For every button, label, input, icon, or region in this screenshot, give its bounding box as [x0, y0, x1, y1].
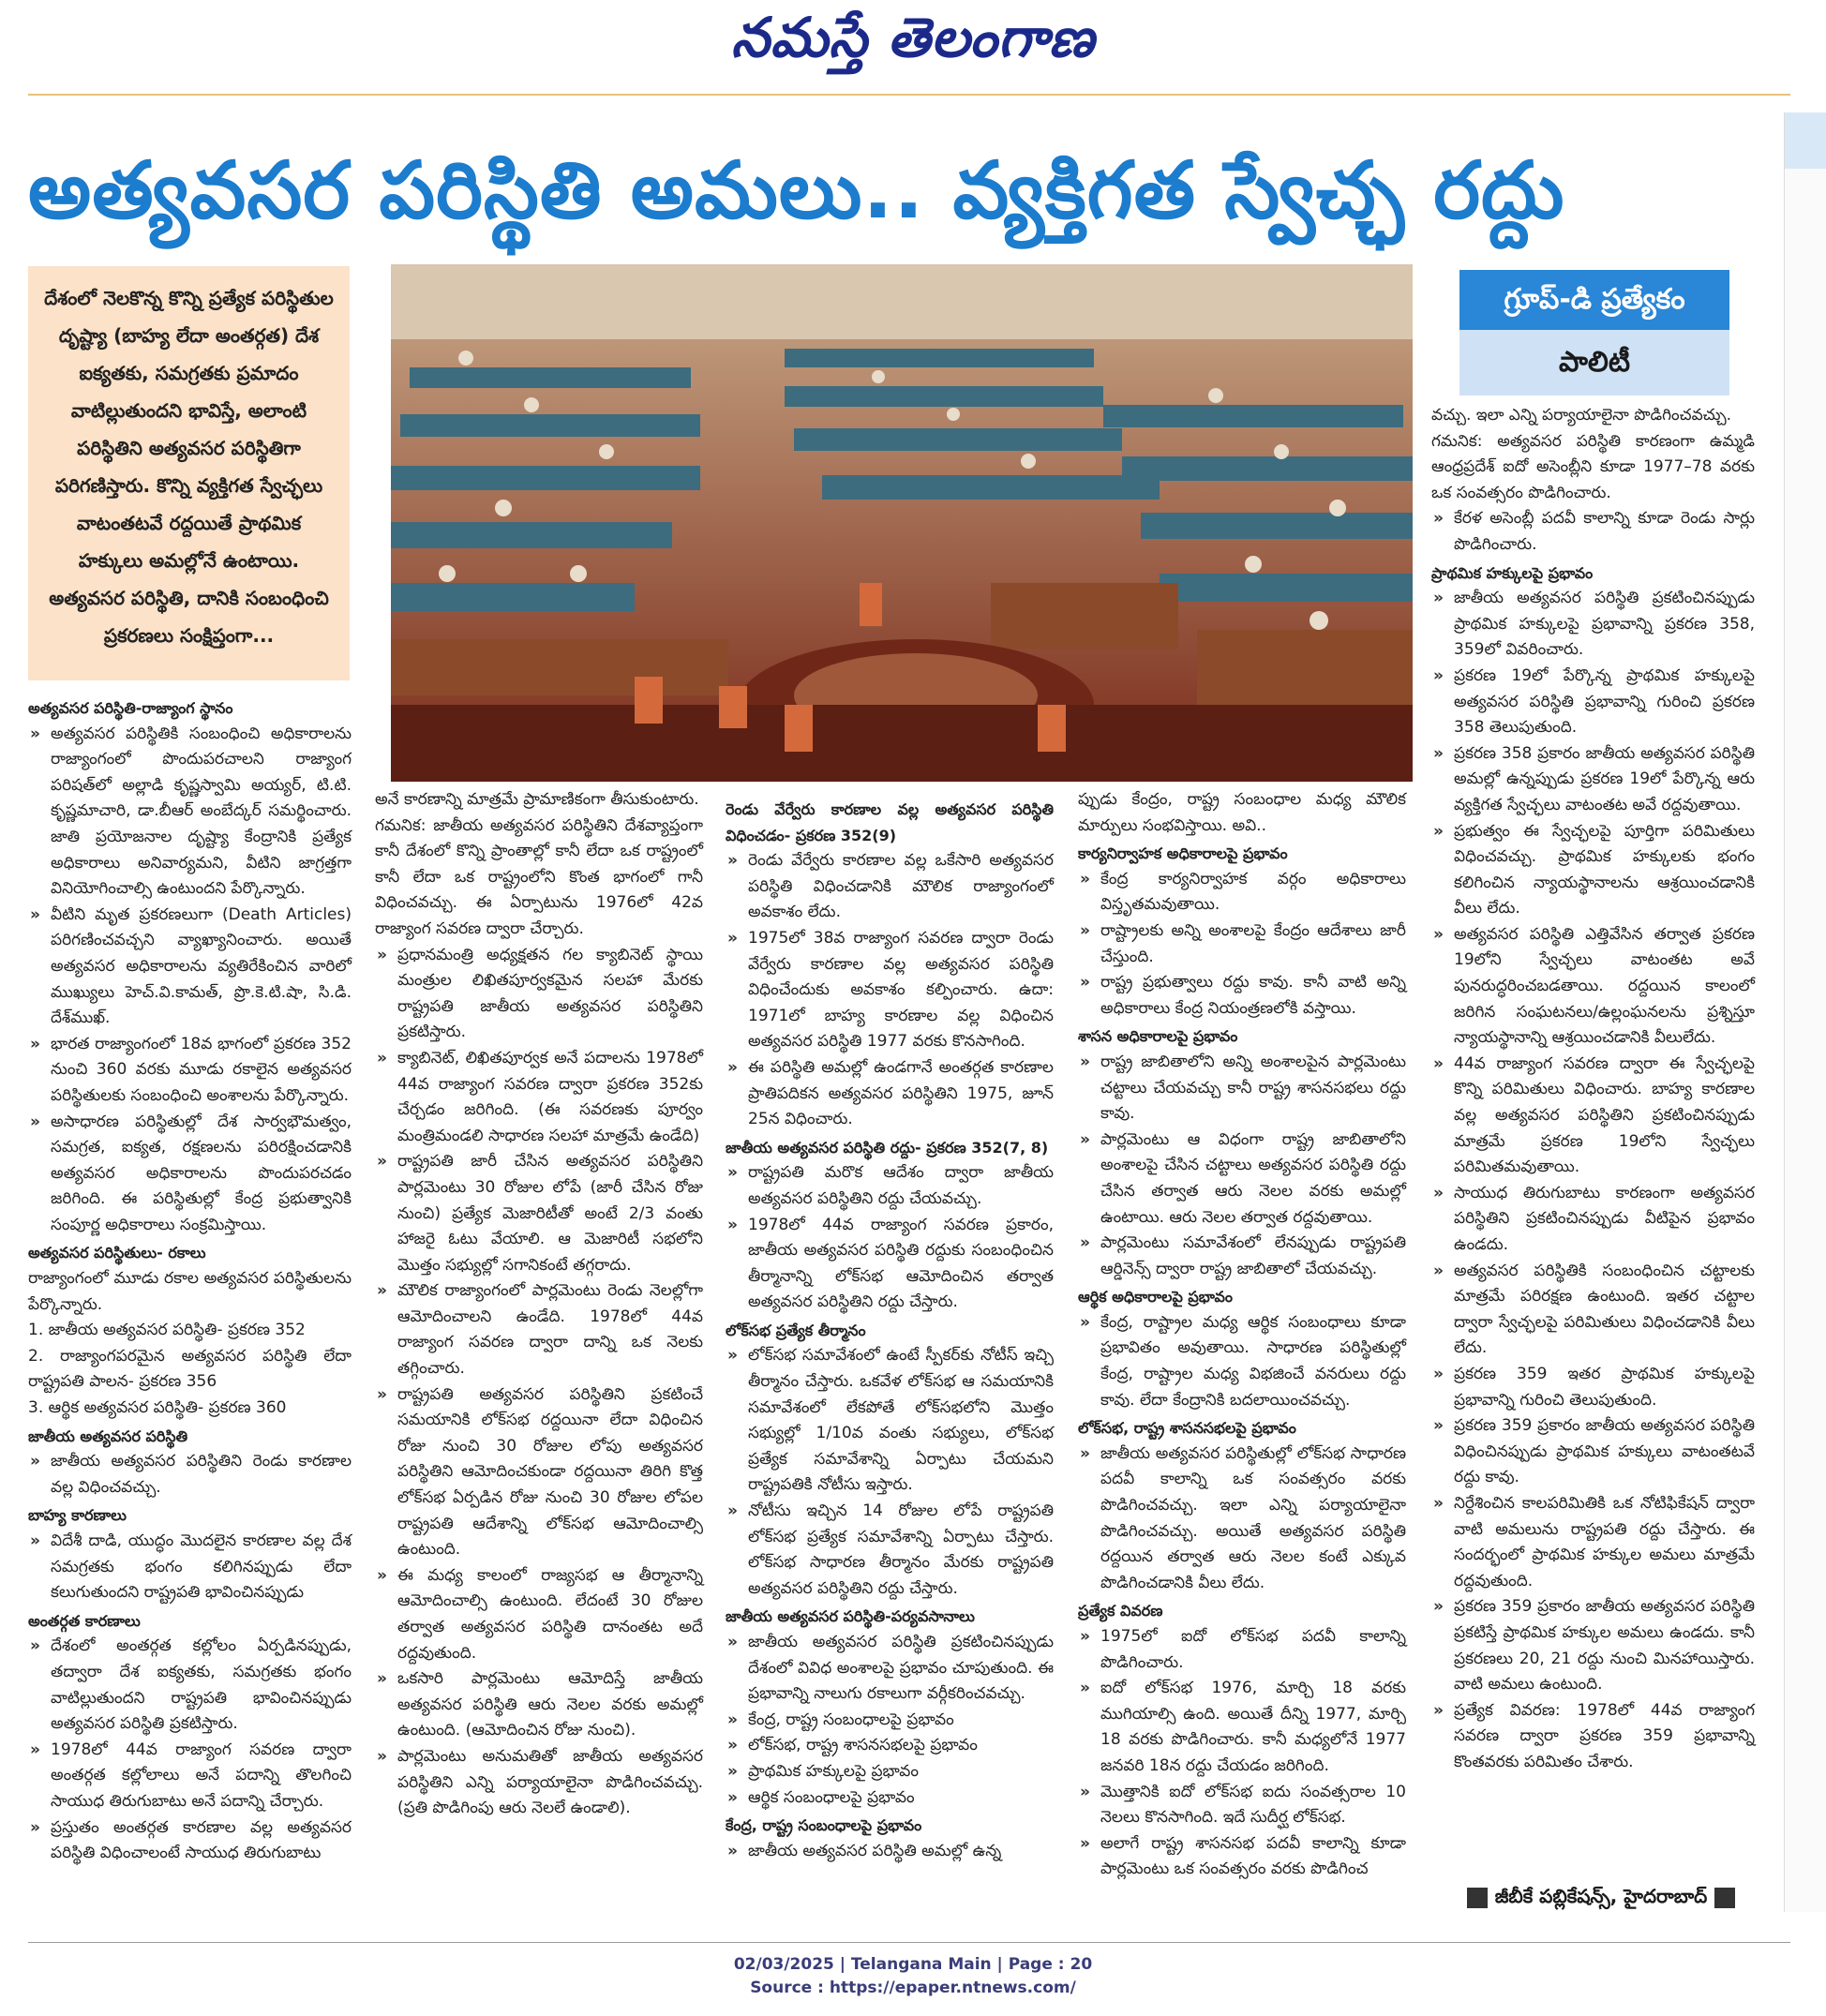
bullet-point: » రాష్ట్రపతి మరొక ఆదేశం ద్వారా జాతీయ అత్యవసర పరిస్థితిని రద్దు చేయవచ్చు. — [726, 1160, 1054, 1212]
bullet-point: » 44వ రాజ్యాంగ సవరణ ద్వారా ఈ స్వేచ్ఛలపై కొన్ని పరిమితులు విధించారు. బాహ్య కారణాల వల్ల అత్యవసర పరిస్థితిని ప్రకటించినప్పుడు మాత్రమే ప్రకరణ 19లోని స్వేచ్ఛలు పరిమితమవుతాయి. — [1431, 1052, 1755, 1181]
bullet-point: » ప్రాథమిక హక్కులపై ప్రభావం — [726, 1759, 1054, 1785]
bullet-point: » ప్రభుత్వం ఈ స్వేచ్ఛలపై పూర్తిగా పరిమితులు విధించవచ్చు. ప్రాథమిక హక్కులకు భంగం కలిగించిన న్యాయస్థానాలను ఆశ్రయించడానికి వీలు లేదు. — [1431, 819, 1755, 922]
section-heading: అత్యవసర పరిస్థితులు- రకాలు — [28, 1244, 206, 1262]
bullet-point: » 1978లో 44వ రాజ్యాంగ సవరణ ద్వారా అంతర్గత కల్లోలాలు అనే పదాన్ని తొలగించి సాయుధ తిరుగుబాటు అనే పదాన్ని చేర్చారు. — [28, 1738, 352, 1815]
article-column-4 — [1078, 787, 1406, 1883]
bullet-point: » ప్రకరణ 359 ప్రకారం జాతీయ అత్యవసర పరిస్థితి ప్రకటిస్తే ప్రాథమిక హక్కుల అమలు ఉండదు. కానీ ప్రకరణలు 20, 21 రద్దు నుంచి మినహాయిస్తారు. వాటి అమలు ఉంటుంది. — [1431, 1594, 1755, 1697]
bullet-point: » ఒకసారి పార్లమెంటు ఆమోదిస్తే జాతీయ అత్యవసర పరిస్థితి ఆరు నెలల వరకు అమల్లో ఉంటుంది. (ఆమోదించిన రోజు నుంచి). — [375, 1666, 703, 1744]
bullet-point: » రాష్ట్రపతి జారీ చేసిన అత్యవసర పరిస్థితిని పార్లమెంటు 30 రోజుల లోపే (జారీ చేసిన రోజు నుంచి) ప్రత్యేక మెజారిటీతో అంటే 2/3 వంతు హాజరై ఓటు వేయాలి. ఆ మెజారిటీ సభలోని మొత్తం సభ్యుల్లో సగానికంటే తగ్గరాదు. — [375, 1149, 703, 1278]
bullet-point: » క్యాబినెట్, లిఖితపూర్వక అనే పదాలను 1978లో 44వ రాజ్యాంగ సవరణ ద్వారా ప్రకరణ 352కు చేర్చడం జరిగింది. (ఈ సవరణకు పూర్వం మంత్రిమండలి సాధారణ సలహా మాత్రమే ఉండేది) — [375, 1046, 703, 1149]
section-heading: జాతీయ అత్యవసర పరిస్థితి రద్దు- ప్రకరణ 352(7, 8) — [726, 1138, 1049, 1157]
paragraph: గమనిక: జాతీయ అత్యవసర పరిస్థితిని దేశవ్యాప్తంగా కానీ దేశంలో కొన్ని ప్రాంతాల్లో కానీ లేదా ఒక రాష్ట్రంలో కానీ లేదా ఒక రాష్ట్రంలోని కొంత భాగంలో గానీ విధించవచ్చు. ఈ ఏర్పాటును 1976లో 42వ రాజ్యాంగ సవరణ ద్వారా చేర్చారు. — [375, 815, 703, 938]
bullet-point: » దేశంలో అంతర్గత కల్లోలం ఏర్పడినప్పుడు, తద్వారా దేశ ఐక్యతకు, సమగ్రతకు భంగం వాటిల్లుతుందని రాష్ట్రపతి భావించినప్పుడు అత్యవసర పరిస్థితి ప్రకటిస్తారు. — [28, 1634, 352, 1737]
bullet-point: » ప్రకరణ 358 ప్రకారం జాతీయ అత్యవసర పరిస్థితి అమల్లో ఉన్నప్పుడు ప్రకరణ 19లో పేర్కొన్న ఆరు వ్యక్తిగత స్వేచ్ఛలు వాటంతట అవే రద్దవుతాయి. — [1431, 741, 1755, 819]
bullet-point: » పార్లమెంటు ఆ విధంగా రాష్ట్ర జాబితాలోని అంశాలపై చేసిన చట్టాలు అత్యవసర పరిస్థితి రద్దు చేసిన తర్వాత ఆరు నెలల వరకు అమల్లో ఉంటాయి. ఆరు నెలల తర్వాత రద్దవుతాయి. — [1078, 1127, 1406, 1231]
bullet-point: » అసాధారణ పరిస్థితుల్లో దేశ సార్వభౌమత్వం, సమగ్రత, ఐక్యత, రక్షణలను పరిరక్షించడానికి అత్యవసర అధికారాలను పొందుపరచడం జరిగింది. ఈ పరిస్థితుల్లో కేంద్ర ప్రభుత్వానికి సంపూర్ణ అధికారాలు సంక్రమిస్తాయి. — [28, 1110, 352, 1239]
bullet-point: » జాతీయ అత్యవసర పరిస్థితి ప్రకటించినప్పుడు ప్రాథమిక హక్కులపై ప్రభావాన్ని ప్రకరణ 358, 359లో వివరించారు. — [1431, 586, 1755, 664]
bullet-point: » ప్రకరణ 19లో పేర్కొన్న ప్రాథమిక హక్కులపై అత్యవసర పరిస్థితి ప్రభావాన్ని గురించి ప్రకరణ 358 తెలుపుతుంది. — [1431, 664, 1755, 741]
parliament-photo — [391, 264, 1413, 782]
bullet-point: » ఈ మధ్య కాలంలో రాజ్యసభ ఆ తీర్మానాన్ని ఆమోదించాల్సి ఉంటుంది. లేదంటే 30 రోజుల తర్వాత అత్యవసర పరిస్థితి దానంతట అదే రద్దవుతుంది. — [375, 1563, 703, 1666]
newspaper-logo: నమస్తే తెలంగాణ — [731, 6, 1095, 69]
bullet-point: » నిర్దేశించిన కాలపరిమితికి ఒక నోటిఫికేషన్ ద్వారా వాటి అమలును రాష్ట్రపతి రద్దు చేస్తారు. ఈ సందర్భంలో ప్రాథమిక హక్కుల అమలు మాత్రమే రద్దవుతుంది. — [1431, 1491, 1755, 1594]
section-heading: కేంద్ర, రాష్ట్ర సంబంధాలపై ప్రభావం — [726, 1816, 922, 1835]
paragraph: 2. రాజ్యాంగపరమైన అత్యవసర పరిస్థితి లేదా రాష్ట్రపతి పాలన- ప్రకరణ 356 — [28, 1346, 352, 1392]
bullet-point: » ప్రస్తుతం అంతర్గత కారణాల వల్ల అత్యవసర పరిస్థితి విధించాలంటే సాయుధ తిరుగుబాటు — [28, 1815, 352, 1867]
bullet-point: » పార్లమెంటు అనుమతితో జాతీయ అత్యవసర పరిస్థితిని ఎన్ని పర్యాయాలైనా పొడిగించవచ్చు. (ప్రతి పొడిగింపు ఆరు నెలలే ఉండాలి). — [375, 1744, 703, 1822]
bullet-point: » జాతీయ అత్యవసర పరిస్థితుల్లో లోక్‌సభ సాధారణ పదవీ కాలాన్ని ఒక సంవత్సరం వరకు పొడిగించవచ్చు. ఇలా ఎన్ని పర్యాయాలైనా పొడిగించవచ్చు. అయితే అత్యవసర పరిస్థితి రద్దయిన తర్వాత ఆరు నెలల కంటే ఎక్కువ పొడిగించడానికి వీలు లేదు. — [1078, 1441, 1406, 1597]
article-column-3 — [726, 795, 1054, 1864]
masthead — [0, 0, 1826, 90]
paragraph: రాజ్యాంగంలో మూడు రకాల అత్యవసర పరిస్థితులను పేర్కొన్నారు. — [28, 1269, 352, 1314]
group-d-label: గ్రూప్-డి ప్రత్యేకం — [1459, 270, 1729, 330]
bullet-point: » అలాగే రాష్ట్ర శాసనసభ పదవీ కాలాన్ని కూడా పార్లమెంటు ఒక సంవత్సరం వరకు పొడిగించ — [1078, 1831, 1406, 1883]
page-footer — [0, 1953, 1826, 2000]
bullet-point: » 1978లో 44వ రాజ్యాంగ సవరణ ప్రకారం, జాతీయ అత్యవసర పరిస్థితి రద్దుకు సంబంధించిన తీర్మానాన్ని లోక్‌సభ ఆమోదించిన తర్వాత అత్యవసర పరిస్థితిని రద్దు చేస్తారు. — [726, 1213, 1054, 1316]
bullet-point: » ఈ పరిస్థితి అమల్లో ఉండగానే అంతర్గత కారణాల ప్రాతిపదికన అత్యవసర పరిస్థితిని 1975, జూన్ 25న విధించారు. — [726, 1055, 1054, 1133]
section-heading: లోక్‌సభ, రాష్ట్ర శాసనసభలపై ప్రభావం — [1078, 1419, 1296, 1438]
section-heading: రెండు వేర్వేరు కారణాల వల్ల అత్యవసర పరిస్థితి విధించడం- ప్రకరణ 352(9) — [726, 800, 1054, 844]
section-heading: అంతర్గత కారణాలు — [28, 1611, 141, 1630]
bullet-point: » రాష్ట్రపతి అత్యవసర పరిస్థితిని ప్రకటించే సమయానికి లోక్‌సభ రద్దయినా లేదా విధించిన రోజు నుంచి 30 రోజుల లోపు అత్యవసర పరిస్థితిని ఆమోదించకుండా రద్దయినా తిరిగి కొత్త లోక్‌సభ ఏర్పడిన రోజు నుంచి 30 రోజుల లోపల రాష్ట్రపతి ఆదేశాన్ని లోక్‌సభ ఆమోదించాల్సి ఉంటుంది. — [375, 1382, 703, 1563]
paragraph: 3. ఆర్థిక అత్యవసర పరిస్థితి- ప్రకరణ 360 — [28, 1398, 287, 1418]
bullet-point: » ప్రకరణ 359 ప్రకారం జాతీయ అత్యవసర పరిస్థితి విధించినప్పుడు ప్రాథమిక హక్కులు వాటంతటవే రద్దు కావు. — [1431, 1413, 1755, 1491]
section-heading: జాతీయ అత్యవసర పరిస్థితి — [28, 1426, 188, 1445]
lok-sabha-chamber-image — [391, 264, 1413, 782]
bullet-point: » 1975లో ఐదో లోక్‌సభ పదవీ కాలాన్ని పొడిగించారు. — [1078, 1624, 1406, 1676]
bottom-rule — [28, 1942, 1790, 1943]
bullet-point: » కేంద్ర కార్యనిర్వాహక వర్గం అధికారాలు విస్తృతమవుతాయి. — [1078, 867, 1406, 918]
bullet-point: » అత్యవసర పరిస్థితికి సంబంధించిన చట్టాలకు మాత్రమే పరిరక్షణ ఉంటుంది. ఇతర చట్టాల ద్వారా స్వేచ్ఛలపై పరిమితులు విధించడానికి వీలు లేదు. — [1431, 1259, 1755, 1362]
footer-date-page: 02/03/2025 | Telangana Main | Page : 20 — [733, 1955, 1093, 1974]
bullet-point: » జాతీయ అత్యవసర పరిస్థితి ప్రకటించినప్పుడు దేశంలో వివిధ అంశాలపై ప్రభావం చూపుతుంది. ఈ ప్రభావాన్ని నాలుగు రకాలుగా వర్గీకరించవచ్చు. — [726, 1630, 1054, 1708]
paragraph: వచ్చు. ఇలా ఎన్ని పర్యాయాలైనా పొడిగించవచ్చు. — [1431, 406, 1732, 425]
bullet-point: » మౌలిక రాజ్యాంగంలో పార్లమెంటు రెండు నెలల్లోగా ఆమోదించాలని ఉండేది. 1978లో 44వ రాజ్యాంగ సవరణ ద్వారా దాన్ని ఒక నెలకు తగ్గించారు. — [375, 1278, 703, 1381]
bullet-point: » కేరళ అసెంబ్లీ పదవీ కాలాన్ని కూడా రెండు సార్లు పొడిగించారు. — [1431, 506, 1755, 558]
headline: అత్యవసర పరిస్థితి అమలు.. వ్యక్తిగత స్వేచ్ఛ రద్దు — [28, 144, 1565, 236]
paragraph: ప్పుడు కేంద్రం, రాష్ట్ర సంబంధాల మధ్య మౌలిక మార్పులు సంభవిస్తాయి. అవి.. — [1078, 790, 1406, 835]
bullet-point: » పార్లమెంటు సమావేశంలో లేనప్పుడు రాష్ట్రపతి ఆర్డినెన్స్ ద్వారా రాష్ట్ర జాబితాలో చేయవచ్చు. — [1078, 1231, 1406, 1282]
section-heading: ప్రత్యేక వివరణ — [1078, 1602, 1163, 1620]
bullet-point: » విదేశీ దాడి, యుద్ధం మొదలైన కారణాల వల్ల దేశ సమగ్రతకు భంగం కలిగినప్పుడు లేదా కలుగుతుందని రాష్ట్రపతి భావించినప్పుడు — [28, 1529, 352, 1606]
section-heading: ఆర్థిక అధికారాలపై ప్రభావం — [1078, 1288, 1233, 1307]
paragraph: 1. జాతీయ అత్యవసర పరిస్థితి- ప్రకరణ 352 — [28, 1321, 306, 1340]
bullet-point: » రెండు వేర్వేరు కారణాల వల్ల ఒకేసారి అత్యవసర పరిస్థితి విధించడానికి మౌలిక రాజ్యాంగంలో అవకాశం లేదు. — [726, 848, 1054, 926]
article-column-5 — [1431, 403, 1755, 1775]
paragraph: అనే కారణాన్ని మాత్రమే ప్రామాణికంగా తీసుకుంటారు. — [375, 790, 699, 809]
article-column-1 — [28, 694, 352, 1867]
publisher-credit: జీబీకే పబ్లికేషన్స్, హైదరాబాద్ — [1446, 1880, 1756, 1912]
bullet-point: » కేంద్ర, రాష్ట్ర సంబంధాలపై ప్రభావం — [726, 1708, 1054, 1734]
bullet-point: » అత్యవసర పరిస్థితికి సంబంధించి అధికారాలను రాజ్యాంగంలో పొందుపరచాలని రాజ్యాంగ పరిషత్‌లో అల్లాడి కృష్ణస్వామి అయ్యర్, టి.టి. కృష్ణమాచారి, డా.బీఆర్ అంబేద్కర్ సమర్థించారు. జాతి ప్రయోజనాల దృష్ట్యా కేంద్రానికి ప్రత్యేక అధికారాలు అనివార్యమని, వీటిని జాగ్రత్తగా వినియోగించాల్సి ఉంటుందని పేర్కొన్నారు. — [28, 722, 352, 903]
intro-box: దేశంలో నెలకొన్న కొన్ని ప్రత్యేక పరిస్థితుల దృష్ట్యా (బాహ్య లేదా అంతర్గత) దేశ ఐక్యతకు, సమగ్రతకు ప్రమాదం వాటిల్లుతుందని భావిస్తే, అలాంటి పరిస్థితిని అత్యవసర పరిస్థితిగా పరిగణిస్తారు. కొన్ని వ్యక్తిగత స్వేచ్ఛలు వాటంతటవే రద్దయితే ప్రాథమిక హక్కులు అమల్లోనే ఉంటాయి. అత్యవసర పరిస్థితి, దానికి సంబంధించి ప్రకరణలు సంక్షిప్తంగా... — [28, 266, 350, 680]
section-heading: బాహ్య కారణాలు — [28, 1506, 127, 1525]
subject-label: పాలిటీ — [1459, 330, 1729, 396]
bullet-point: » జాతీయ అత్యవసర పరిస్థితిని రెండు కారణాల వల్ల విధించవచ్చు. — [28, 1449, 352, 1501]
section-heading: ప్రాథమిక హక్కులపై ప్రభావం — [1431, 563, 1594, 582]
group-d-special-box — [1459, 270, 1729, 396]
bullet-point: » వీటిని మృత ప్రకరణలుగా (Death Articles) పరిగణించవచ్చని వ్యాఖ్యానించారు. అయితే అత్యవసర అధికారాలను వ్యతిరేకించిన వారిలో ముఖ్యులు హెచ్.వి.కామత్, ప్రొ.కె.టి.షా, సి.డి. దేశ్‌ముఖ్. — [28, 903, 352, 1032]
bullet-point: » రాష్ట్ర ప్రభుత్వాలు రద్దు కావు. కానీ వాటి అన్ని అధికారాలు కేంద్ర నియంత్రణలోకి వస్తాయి. — [1078, 970, 1406, 1022]
bullet-point: » సాయుధ తిరుగుబాటు కారణంగా అత్యవసర పరిస్థితిని ప్రకటించినప్పుడు వీటిపైన ప్రభావం ఉండదు. — [1431, 1181, 1755, 1259]
adjacent-page-graphic — [1785, 112, 1826, 169]
section-heading: కార్యనిర్వాహక అధికారాలపై ప్రభావం — [1078, 844, 1288, 863]
bullet-point: » లోక్‌సభ, రాష్ట్ర శాసనసభలపై ప్రభావం — [726, 1733, 1054, 1759]
bullet-point: » కేంద్ర, రాష్ట్రాల మధ్య ఆర్థిక సంబంధాలు కూడా ప్రభావితం అవుతాయి. సాధారణ పరిస్థితుల్లో కేంద్ర, రాష్ట్రాల మధ్య విభజించే వనరులు రద్దు కావు. లేదా కేంద్రానికి బదలాయించవచ్చు. — [1078, 1310, 1406, 1413]
bullet-point: » మొత్తానికి ఐదో లోక్‌సభ ఐదు సంవత్సరాల 10 నెలలు కొనసాగింది. ఇదే సుదీర్ఘ లోక్‌సభ. — [1078, 1780, 1406, 1831]
section-heading: జాతీయ అత్యవసర పరిస్థితి-పర్యవసానాలు — [726, 1607, 975, 1626]
bullet-point: » రాష్ట్ర జాబితాలోని అన్ని అంశాలపైన పార్లమెంటు చట్టాలు చేయవచ్చు కానీ రాష్ట్ర శాసనసభలు రద్దు కావు. — [1078, 1050, 1406, 1127]
bullet-point: » అత్యవసర పరిస్థితి ఎత్తివేసిన తర్వాత ప్రకరణ 19లోని స్వేచ్ఛలు వాటంతట అవే పునరుద్ధరించబడతాయి. రద్దయిన కాలంలో జరిగిన సంఘటనలు/ఉల్లంఘనలను ప్రశ్నిస్తూ న్యాయస్థానాన్ని ఆశ్రయించడానికి వీలులేదు. — [1431, 922, 1755, 1052]
bullet-point: » ప్రధానమంత్రి అధ్యక్షతన గల క్యాబినెట్ స్థాయి మంత్రుల లిఖితపూర్వకమైన సలహా మేరకు రాష్ట్రపతి జాతీయ అత్యవసర పరిస్థితిని ప్రకటిస్తారు. — [375, 943, 703, 1046]
footer-source: Source : https://epaper.ntnews.com/ — [750, 1979, 1076, 1997]
bullet-point: » లోక్‌సభ సమావేశంలో ఉంటే స్పీకర్‌కు నోటీస్ ఇచ్చి తీర్మానం చేస్తారు. ఒకవేళ లోక్‌సభ ఆ సమయానికి సమావేశంలో లేకపోతే లోక్‌సభలోని మొత్తం సభ్యుల్లో 1/10వ వంతు సభ్యులు, లోక్‌సభ ప్రత్యేక సమావేశాన్ని ఏర్పాటు చేయమని రాష్ట్రపతికి నోటీసు ఇస్తారు. — [726, 1343, 1054, 1499]
section-heading: లోక్‌సభ ప్రత్యేక తీర్మానం — [726, 1321, 866, 1339]
bullet-point: » ఆర్థిక సంబంధాలపై ప్రభావం — [726, 1785, 1054, 1812]
bullet-point: » ఐదో లోక్‌సభ 1976, మార్చి 18 వరకు ముగియాల్సి ఉంది. అయితే దీన్ని 1977, మార్చి 18 వరకు పొడిగించారు. కానీ మధ్యలోనే 1977 జనవరి 18న రద్దు చేయడం జరిగింది. — [1078, 1676, 1406, 1779]
bullet-point: » భారత రాజ్యాంగంలో 18వ భాగంలో ప్రకరణ 352 నుంచి 360 వరకు మూడు రకాలైన అత్యవసర పరిస్థితులకు సంబంధించి అంశాలను పేర్కొన్నారు. — [28, 1032, 352, 1110]
bullet-point: » ప్రత్యేక వివరణ: 1978లో 44వ రాజ్యాంగ సవరణ ద్వారా ప్రకరణ 359 ప్రభావాన్ని కొంతవరకు పరిమితం చేశారు. — [1431, 1698, 1755, 1776]
bullet-point: » నోటీసు ఇచ్చిన 14 రోజుల లోపే రాష్ట్రపతి లోక్‌సభ ప్రత్యేక సమావేశాన్ని ఏర్పాటు చేస్తారు. లోక్‌సభ సాధారణ తీర్మానం మేరకు రాష్ట్రపతి అత్యవసర పరిస్థితిని రద్దు చేస్తారు. — [726, 1499, 1054, 1602]
paragraph: గమనిక: అత్యవసర పరిస్థితి కారణంగా ఉమ్మడి ఆంధ్రప్రదేశ్ ఐదో అసెంబ్లీని కూడా 1977–78 వరకు ఒక సంవత్సరం పొడిగించారు. — [1431, 431, 1755, 502]
bullet-point: » జాతీయ అత్యవసర పరిస్థితి అమల్లో ఉన్న — [726, 1839, 1054, 1865]
adjacent-page-strip — [1784, 112, 1826, 1912]
bullet-point: » ప్రకరణ 359 ఇతర ప్రాథమిక హక్కులపై ప్రభావాన్ని గురించి తెలుపుతుంది. — [1431, 1362, 1755, 1413]
top-rule — [28, 94, 1790, 96]
section-heading: అత్యవసర పరిస్థితి-రాజ్యాంగ స్థానం — [28, 699, 233, 717]
section-heading: శాసన అధికారాలపై ప్రభావం — [1078, 1027, 1238, 1046]
bullet-point: » 1975లో 38వ రాజ్యాంగ సవరణ ద్వారా రెండు వేర్వేరు కారణాల వల్ల అత్యవసర పరిస్థితి విధించేందుకు అవకాశం కల్పించారు. ఉదా: 1971లో బాహ్య కారణాల వల్ల విధించిన అత్యవసర పరిస్థితి 1977 వరకు కొనసాగింది. — [726, 926, 1054, 1055]
bullet-point: » రాష్ట్రాలకు అన్ని అంశాలపై కేంద్రం ఆదేశాలు జారీ చేస్తుంది. — [1078, 918, 1406, 970]
article-column-2 — [375, 787, 703, 1822]
